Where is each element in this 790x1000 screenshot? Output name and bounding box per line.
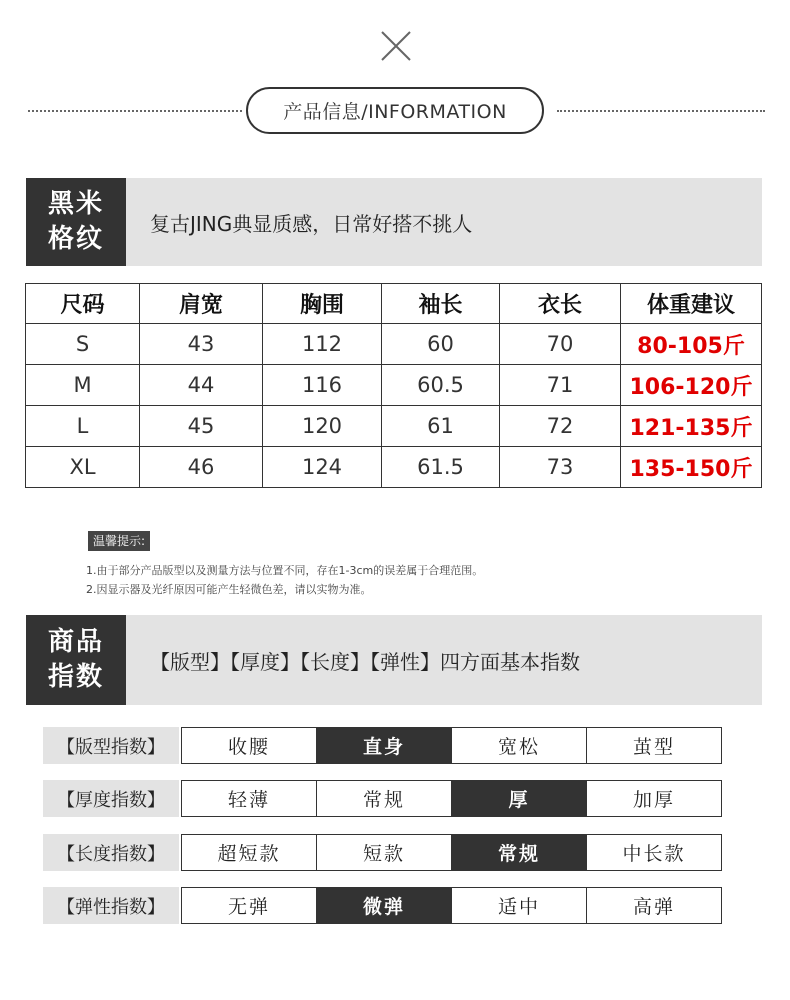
cell-length: 73	[500, 447, 621, 488]
index-row-thickness	[43, 780, 723, 817]
cell-length: 72	[500, 406, 621, 447]
index-option: 短款	[316, 835, 451, 870]
index-options	[181, 727, 722, 764]
cell-chest: 124	[263, 447, 382, 488]
tip-line-1: 1.由于部分产品版型以及测量方法与位置不同，存在1-3cm的误差属于合理范围。	[86, 564, 484, 577]
cell-weight: 121-135斤	[621, 406, 762, 447]
header-sleeve: 袖长	[382, 284, 500, 324]
divider-dotted-left	[28, 110, 242, 112]
index-label: 【厚度指数】	[43, 780, 179, 817]
index-option: 厚	[451, 781, 586, 816]
cell-shoulder: 45	[140, 406, 263, 447]
index-row-fit	[43, 727, 723, 764]
index-tag	[26, 615, 126, 705]
fabric-tag	[26, 178, 126, 266]
index-option: 微弹	[316, 888, 451, 923]
fabric-band	[26, 178, 762, 266]
index-options	[181, 834, 722, 871]
cell-chest: 112	[263, 324, 382, 365]
index-option: 超短款	[217, 843, 281, 865]
cell-size: L	[26, 406, 140, 447]
index-tag-line1: 商品	[47, 626, 104, 657]
cell-size: M	[26, 365, 140, 406]
cell-weight: 80-105斤	[621, 324, 762, 365]
tips-title: 温馨提示:	[88, 531, 150, 551]
table-row	[26, 447, 762, 488]
cell-chest: 116	[263, 365, 382, 406]
header-chest: 胸围	[263, 284, 382, 324]
cell-shoulder: 44	[140, 365, 263, 406]
fabric-description: 复古JING典显质感，日常好搭不挑人	[150, 211, 473, 236]
cell-length: 70	[500, 324, 621, 365]
header-length: 衣长	[500, 284, 621, 324]
cell-sleeve: 61	[382, 406, 500, 447]
index-option: 常规	[316, 781, 451, 816]
cell-shoulder: 46	[140, 447, 263, 488]
header-weight: 体重建议	[621, 284, 762, 324]
cell-shoulder: 43	[140, 324, 263, 365]
index-option: 收腰	[227, 736, 270, 758]
cell-length: 71	[500, 365, 621, 406]
index-option: 中长款	[586, 835, 721, 870]
fabric-tag-line2: 格纹	[47, 224, 104, 254]
size-table	[25, 283, 762, 488]
index-options	[181, 780, 722, 817]
index-option: 轻薄	[227, 789, 270, 811]
cell-weight: 106-120斤	[621, 365, 762, 406]
index-option: 无弹	[227, 896, 270, 918]
index-option: 直身	[316, 728, 451, 763]
index-option: 茧型	[586, 728, 721, 763]
table-row	[26, 406, 762, 447]
index-label: 【长度指数】	[43, 834, 179, 871]
index-row-elasticity	[43, 887, 723, 924]
cell-sleeve: 61.5	[382, 447, 500, 488]
table-row	[26, 365, 762, 406]
divider-dotted-right	[557, 110, 765, 112]
index-row-length	[43, 834, 723, 871]
info-title: 产品信息/INFORMATION	[246, 87, 544, 134]
index-label: 【版型指数】	[43, 727, 179, 764]
index-label: 【弹性指数】	[43, 887, 179, 924]
header-size: 尺码	[26, 284, 140, 324]
table-row	[26, 324, 762, 365]
index-tag-line2: 指数	[47, 662, 104, 692]
index-description: 【版型】【厚度】【长度】【弹性】四方面基本指数	[150, 649, 580, 674]
cell-sleeve: 60	[382, 324, 500, 365]
cell-weight: 135-150斤	[621, 447, 762, 488]
cell-chest: 120	[263, 406, 382, 447]
tip-line-2: 2.因显示器及光纤原因可能产生轻微色差，请以实物为准。	[86, 583, 372, 596]
cell-size: S	[26, 324, 140, 365]
index-option: 加厚	[586, 781, 721, 816]
size-table-header	[26, 284, 762, 324]
header-shoulder: 肩宽	[140, 284, 263, 324]
index-options	[181, 887, 722, 924]
index-option: 高弹	[586, 888, 721, 923]
index-option: 宽松	[451, 728, 586, 763]
fabric-tag-line1: 黑米	[47, 188, 104, 219]
index-option: 适中	[451, 888, 586, 923]
cell-size: XL	[26, 447, 140, 488]
index-option: 常规	[451, 835, 586, 870]
cell-sleeve: 60.5	[382, 365, 500, 406]
index-band	[26, 615, 762, 705]
close-x-icon	[380, 30, 412, 62]
